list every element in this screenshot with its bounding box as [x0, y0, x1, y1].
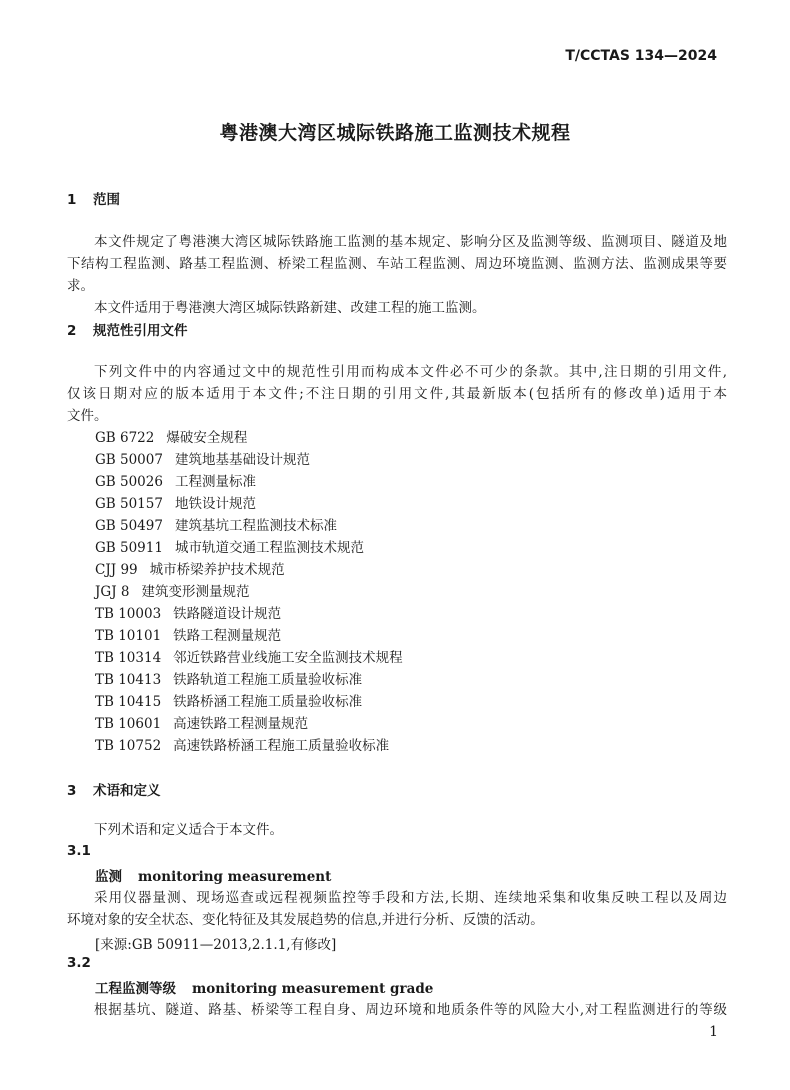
- section-3-heading: [67, 779, 161, 799]
- document-title: 粤港澳大湾区城际铁路施工监测技术规程: [219, 122, 571, 144]
- reference-code: GB 50497: [95, 518, 163, 534]
- section-title: 术语和定义: [93, 783, 161, 799]
- reference-code: TB 10101: [95, 628, 162, 644]
- normative-reference-list: [95, 427, 403, 757]
- reference-code: GB 50007: [95, 452, 163, 468]
- reference-item: [95, 515, 403, 537]
- reference-item: [95, 647, 403, 669]
- reference-item: [95, 735, 403, 757]
- page-number: 1: [709, 1024, 718, 1040]
- paragraph-line: 仅该日期对应的版本适用于本文件;不注日期的引用文件,其最新版本(包括所有的修改单)适用于本: [67, 386, 727, 402]
- section-2-body: [67, 361, 727, 427]
- reference-name: 铁路隧道设计规范: [173, 606, 282, 622]
- reference-code: GB 50157: [95, 496, 163, 512]
- reference-item: [95, 691, 403, 713]
- paragraph-line: 环境对象的安全状态、变化特征及其发展趋势的信息,并进行分析、反馈的活动。: [67, 912, 544, 928]
- paragraph-line: 文件。: [67, 408, 108, 424]
- reference-name: 高速铁路工程测量规范: [173, 716, 309, 732]
- term-title: [95, 865, 331, 885]
- reference-item: [95, 427, 403, 449]
- reference-code: TB 10752: [95, 738, 162, 754]
- paragraph-line: 根据基坑、隧道、路基、桥梁等工程自身、周边环境和地质条件等的风险大小,对工程监测进行的等级: [94, 1002, 727, 1018]
- term-title: [95, 977, 433, 997]
- paragraph-line: 下结构工程监测、路基工程监测、桥梁工程监测、车站工程监测、周边环境监测、监测方法、监测成果等要求。: [67, 256, 727, 294]
- reference-item: [95, 493, 403, 515]
- reference-item: [95, 537, 403, 559]
- reference-code: GB 50911: [95, 540, 163, 556]
- reference-name: 铁路工程测量规范: [173, 628, 282, 644]
- reference-item: [95, 713, 403, 735]
- reference-name: 邻近铁路营业线施工安全监测技术规程: [173, 650, 403, 666]
- term-source: [来源:GB 50911—2013,2.1.1,有修改]: [95, 937, 337, 953]
- reference-name: 爆破安全规程: [166, 430, 248, 446]
- term-chinese: 监测: [95, 869, 122, 885]
- section-title: 规范性引用文件: [93, 323, 188, 339]
- term-number: 3.1: [67, 843, 91, 859]
- reference-name: 铁路轨道工程施工质量验收标准: [173, 672, 363, 688]
- term-number: 3.2: [67, 955, 91, 971]
- reference-code: TB 10314: [95, 650, 162, 666]
- reference-name: 城市轨道交通工程监测技术规范: [174, 540, 364, 556]
- reference-name: 建筑变形测量规范: [141, 584, 250, 600]
- reference-item: [95, 449, 403, 471]
- reference-code: CJJ 99: [95, 562, 138, 578]
- reference-name: 高速铁路桥涵工程施工质量验收标准: [173, 738, 390, 754]
- section-1-body: [67, 231, 727, 319]
- reference-item: [95, 559, 403, 581]
- reference-name: 地铁设计规范: [174, 496, 256, 512]
- term-definition: [67, 999, 727, 1021]
- section-title: 范围: [93, 192, 120, 208]
- section-2-heading: [67, 319, 188, 339]
- reference-item: [95, 471, 403, 493]
- reference-code: TB 10413: [95, 672, 162, 688]
- paragraph-line: 采用仪器量测、现场巡查或远程视频监控等手段和方法,长期、连续地采集和收集反映工程以及周边: [94, 890, 727, 906]
- reference-code: TB 10601: [95, 716, 162, 732]
- reference-name: 城市桥梁养护技术规范: [149, 562, 285, 578]
- reference-name: 铁路桥涵工程施工质量验收标准: [173, 694, 363, 710]
- reference-code: TB 10415: [95, 694, 162, 710]
- reference-name: 建筑基坑工程监测技术标准: [174, 518, 337, 534]
- reference-item: [95, 603, 403, 625]
- reference-item: [95, 581, 403, 603]
- term-chinese: 工程监测等级: [95, 981, 176, 997]
- section-1-heading: [67, 188, 120, 208]
- section-number: 2: [67, 323, 77, 339]
- term-english: monitoring measurement: [138, 869, 332, 885]
- reference-name: 工程测量标准: [174, 474, 256, 490]
- reference-name: 建筑地基基础设计规范: [174, 452, 310, 468]
- section-number: 3: [67, 783, 77, 799]
- paragraph-line: 本文件规定了粤港澳大湾区城际铁路施工监测的基本规定、影响分区及监测等级、监测项目、隧道及地: [94, 234, 727, 250]
- section-number: 1: [67, 192, 77, 208]
- reference-item: [95, 669, 403, 691]
- paragraph: 本文件适用于粤港澳大湾区城际铁路新建、改建工程的施工监测。: [94, 300, 486, 316]
- reference-code: GB 6722: [95, 430, 155, 446]
- reference-code: TB 10003: [95, 606, 162, 622]
- paragraph-line: 下列文件中的内容通过文中的规范性引用而构成本文件必不可少的条款。其中,注日期的引用文件,: [94, 364, 727, 380]
- section-3-intro: [67, 819, 727, 841]
- reference-code: GB 50026: [95, 474, 163, 490]
- reference-item: [95, 625, 403, 647]
- paragraph: 下列术语和定义适合于本文件。: [94, 822, 283, 838]
- reference-code: JGJ 8: [95, 584, 130, 600]
- standard-code: T/CCTAS 134—2024: [565, 48, 717, 64]
- term-definition: [67, 887, 727, 931]
- term-english: monitoring measurement grade: [192, 981, 434, 997]
